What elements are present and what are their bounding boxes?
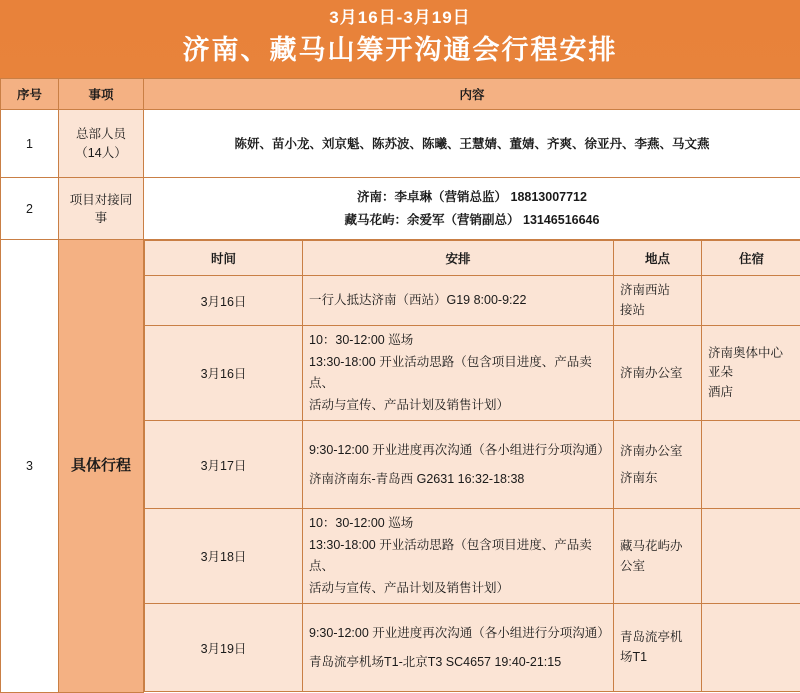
itinerary-plan-5 [303, 604, 614, 692]
itinerary-row [145, 326, 800, 421]
itinerary-seq: 3 [1, 240, 59, 693]
itinerary-plan-4 [303, 509, 614, 604]
table-row [1, 178, 800, 240]
plan-line: 一行人抵达济南（西站）G19 8:00-9:22 [309, 290, 607, 311]
itinerary-table [144, 240, 800, 692]
itinerary-place-3 [614, 421, 702, 509]
place-line: 济南办公室 [620, 364, 695, 383]
row-content-2-line2: 藏马花屿：余爱军（营销副总） 13146516646 [150, 209, 794, 231]
plan-line: 10：30-12:00 巡场 [309, 513, 607, 534]
place-line: 藏马花屿办 [620, 537, 695, 556]
row-content-2 [144, 178, 800, 240]
place-line: 济南西站 [620, 281, 695, 300]
itinerary-place-4 [614, 509, 702, 604]
plan-line: 13:30-18:00 开业活动思路（包含项目进度、产品卖点、 [309, 535, 607, 577]
row-item-1 [59, 110, 144, 178]
itinerary-date-1: 3月16日 [145, 276, 303, 326]
plan-line: 青岛流亭机场T1-北京T3 SC4657 19:40-21:15 [309, 652, 607, 673]
itinerary-date-3: 3月17日 [145, 421, 303, 509]
plan-line-spacer [309, 645, 607, 651]
schedule-table [0, 78, 800, 693]
hotel-line: 酒店 [708, 383, 795, 402]
row-seq-2: 2 [1, 178, 59, 240]
itinerary-row [145, 509, 800, 604]
place-line: 接站 [620, 301, 695, 320]
itinerary-plan-2 [303, 326, 614, 421]
itinerary-hotel-3 [702, 421, 800, 509]
header-item: 事项 [59, 79, 144, 110]
plan-line: 活动与宣传、产品计划及销售计划） [309, 395, 607, 416]
plan-line-spacer [309, 462, 607, 468]
place-line: 青岛流亭机 [620, 628, 695, 647]
itinerary-hotel-5 [702, 604, 800, 692]
itinerary-date-4: 3月18日 [145, 509, 303, 604]
itinerary-place-1 [614, 276, 702, 326]
row-seq-1: 1 [1, 110, 59, 178]
row-item-2: 项目对接同事 [59, 178, 144, 240]
itinerary-hotel-4 [702, 509, 800, 604]
place-line: 济南办公室 [620, 442, 695, 461]
plan-line: 活动与宣传、产品计划及销售计划） [309, 578, 607, 599]
row-item-1-line2: （14人） [65, 144, 137, 162]
itinerary-plan-1 [303, 276, 614, 326]
itinerary-place-5 [614, 604, 702, 692]
subheader-place: 地点 [614, 241, 702, 276]
table-header-row [1, 79, 800, 110]
row-content-2-line1: 济南：李卓琳（营销总监） 18813007712 [150, 186, 794, 208]
banner-date-range: 3月16日-3月19日 [0, 6, 800, 30]
subheader-plan: 安排 [303, 241, 614, 276]
header-seq: 序号 [1, 79, 59, 110]
plan-line: 13:30-18:00 开业活动思路（包含项目进度、产品卖点、 [309, 352, 607, 394]
itinerary-row [145, 421, 800, 509]
itinerary-header-row [145, 241, 800, 276]
itinerary-row [145, 604, 800, 692]
plan-line: 9:30-12:00 开业进度再次沟通（各小组进行分项沟通） [309, 440, 607, 461]
header-content: 内容 [144, 79, 800, 110]
subheader-time: 时间 [145, 241, 303, 276]
plan-line: 济南济南东-青岛西 G2631 16:32-18:38 [309, 469, 607, 490]
row-item-1-line1: 总部人员 [65, 125, 137, 143]
place-line: 济南东 [620, 469, 695, 488]
table-row [1, 110, 800, 178]
hotel-line: 济南奥体中心亚朵 [708, 344, 795, 382]
itinerary-place-2 [614, 326, 702, 421]
itinerary-date-2: 3月16日 [145, 326, 303, 421]
banner-title: 济南、藏马山筹开沟通会行程安排 [0, 32, 800, 68]
plan-line: 10：30-12:00 巡场 [309, 330, 607, 351]
itinerary-item-label: 具体行程 [59, 240, 144, 693]
header-banner [0, 0, 800, 78]
place-line: 公室 [620, 557, 695, 576]
itinerary-row [145, 276, 800, 326]
plan-line: 9:30-12:00 开业进度再次沟通（各小组进行分项沟通） [309, 623, 607, 644]
row-content-1: 陈妍、苗小龙、刘京魁、陈苏波、陈曦、王慧婧、董婧、齐爽、徐亚丹、李燕、马文燕 [144, 110, 800, 178]
subheader-hotel: 住宿 [702, 241, 800, 276]
place-line: 场T1 [620, 648, 695, 667]
itinerary-block-row [1, 240, 800, 693]
itinerary-plan-3 [303, 421, 614, 509]
itinerary-date-5: 3月19日 [145, 604, 303, 692]
itinerary-hotel-2 [702, 326, 800, 421]
itinerary-hotel-1 [702, 276, 800, 326]
place-line-spacer [620, 462, 695, 468]
itinerary-container [144, 240, 800, 693]
